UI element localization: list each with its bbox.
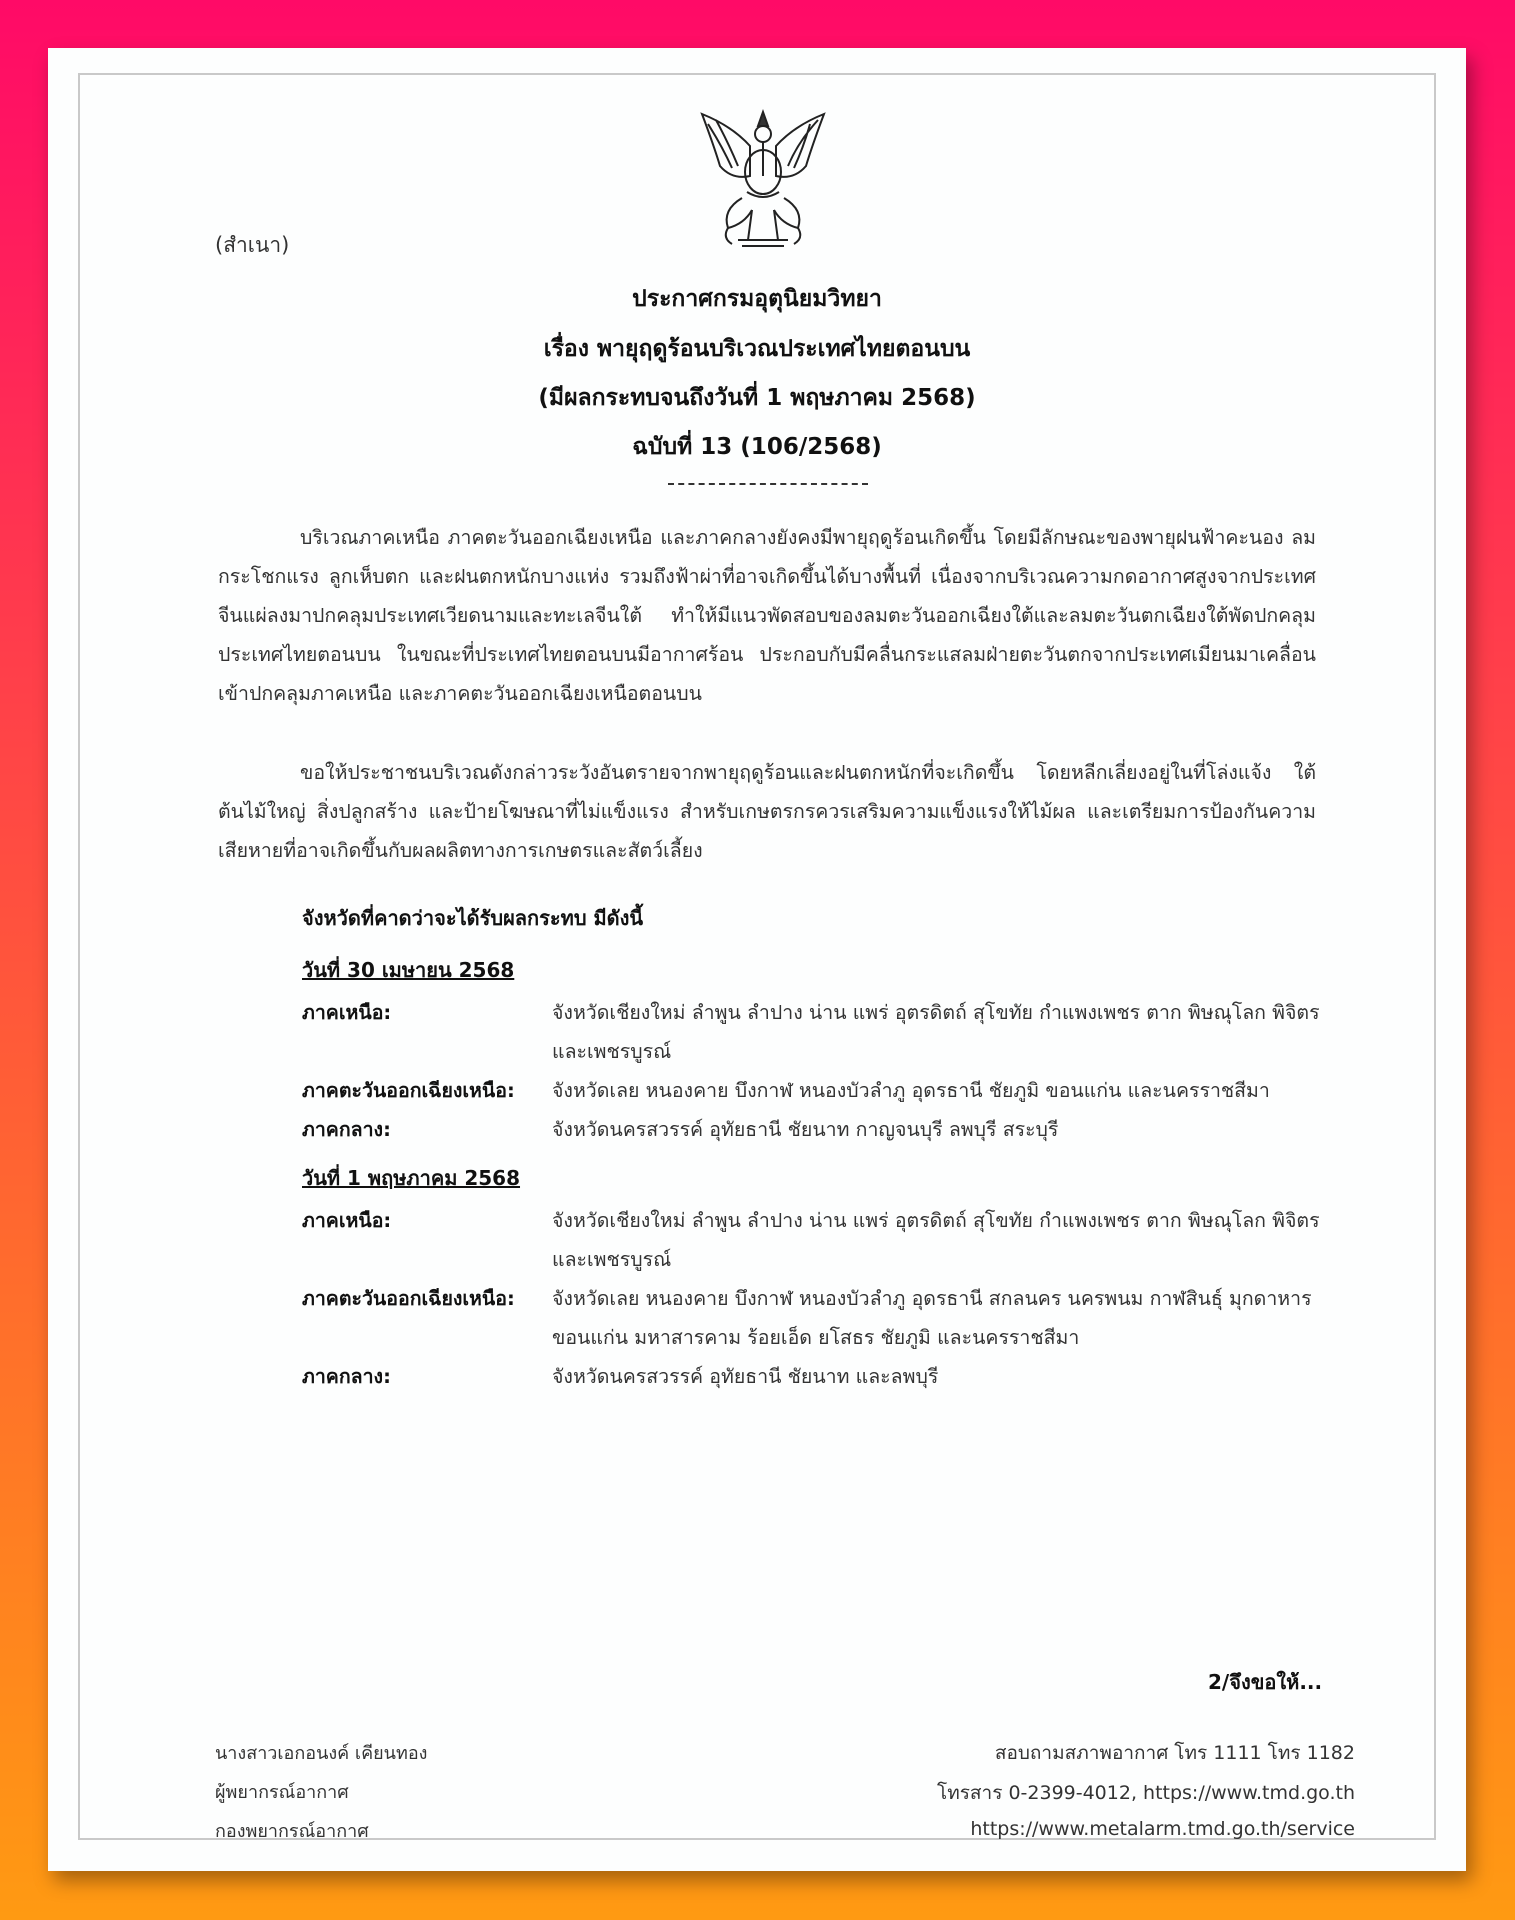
region-label: ภาคกลาง:: [302, 1365, 391, 1388]
forecaster-division: กองพยากรณ์อากาศ: [215, 1821, 369, 1842]
copy-label: (สำเนา): [215, 233, 290, 257]
contact-phone: สอบถามสภาพอากาศ โทร 1111 โทร 1182: [994, 1742, 1355, 1764]
contact-fax-website[interactable]: โทรสาร 0-2399-4012, https://www.tmd.go.th: [937, 1782, 1355, 1804]
paragraph-advice-text: ขอให้ประชาชนบริเวณดังกล่าวระวังอันตรายจากพายุฤดูร้อนและฝนตกหนักที่จะเกิดขึ้น โดยหลีกเลี่ยงอยู่ในที่โล่งแจ้ง ใต้ต้นไม้ใหญ่ สิ่งปลูกสร้าง และป้ายโฆษณาที่ไม่แข็งแรง สำหรับเกษตรกรควรเสริมความแข็งแรงให้ไม้ผล และเตรียมการป้องกันความเสียหายที่อาจเกิดขึ้นกับผลผลิตทางการเกษตรและสัตว์เลี้ยง: [218, 761, 1316, 862]
forecaster-name: นางสาวเอกอนงค์ เคียนทอง: [215, 1743, 428, 1764]
issue-number: ฉบับที่ 13 (106/2568): [632, 434, 882, 460]
forecaster-position: ผู้พยากรณ์อากาศ: [215, 1782, 349, 1803]
continued-on-next-page: 2/จึงขอให้...: [1208, 1670, 1323, 1694]
contact-service-link[interactable]: https://www.metalarm.tmd.go.th/service: [970, 1818, 1355, 1840]
region-provinces: จังหวัดเลย หนองคาย บึงกาฬ หนองบัวลำภู อุดรธานี สกลนคร นครพนม กาฬสินธุ์ มุกดาหาร ขอนแก่น มหาสารคาม ร้อยเอ็ด ยโสธร ชัยภูมิ และนครราชสีมา: [552, 1287, 1312, 1349]
region-label: ภาคกลาง:: [302, 1118, 391, 1141]
region-label: ภาคตะวันออกเฉียงเหนือ:: [302, 1079, 515, 1102]
region-provinces: จังหวัดเชียงใหม่ ลำพูน ลำปาง น่าน แพร่ อุตรดิตถ์ สุโขทัย กำแพงเพชร ตาก พิษณุโลก พิจิตร และเพชรบูรณ์: [552, 1001, 1320, 1063]
region-label: ภาคเหนือ:: [302, 1001, 392, 1024]
region-provinces: จังหวัดเลย หนองคาย บึงกาฬ หนองบัวลำภู อุดรธานี ชัยภูมิ ขอนแก่น และนครราชสีมา: [552, 1079, 1270, 1102]
announcement-subject: เรื่อง พายุฤดูร้อนบริเวณประเทศไทยตอนบน: [543, 336, 971, 362]
region-provinces: จังหวัดเชียงใหม่ ลำพูน ลำปาง น่าน แพร่ อุตรดิตถ์ สุโขทัย กำแพงเพชร ตาก พิษณุโลก พิจิตร และเพชรบูรณ์: [552, 1209, 1320, 1271]
region-provinces: จังหวัดนครสวรรค์ อุทัยธานี ชัยนาท กาญจนบุรี ลพบุรี สระบุรี: [552, 1118, 1059, 1141]
day-2-date: วันที่ 1 พฤษภาคม 2568: [302, 1166, 521, 1190]
region-label: ภาคเหนือ:: [302, 1209, 392, 1232]
dashed-divider: [668, 483, 868, 485]
announcement-title: ประกาศกรมอุตุนิยมวิทยา: [632, 286, 882, 312]
region-label: ภาคตะวันออกเฉียงเหนือ:: [302, 1287, 515, 1310]
paragraph-situation-text: บริเวณภาคเหนือ ภาคตะวันออกเฉียงเหนือ และภาคกลางยังคงมีพายุฤดูร้อนเกิดขึ้น โดยมีลักษณะของพายุฝนฟ้าคะนอง ลมกระโชกแรง ลูกเห็บตก และฝนตกหนักบางแห่ง รวมถึงฟ้าผ่าที่อาจเกิดขึ้นได้บางพื้นที่ เนื่องจากบริเวณความกดอากาศสูงจากประเทศจีนแผ่ลงมาปกคลุมประเทศเวียดนามและทะเลจีนใต้ ทำให้มีแนวพัดสอบของลมตะวันออกเฉียงใต้และลมตะวันตกเฉียงใต้พัดปกคลุมประเทศไทยตอนบน ในขณะที่ประเทศไทยตอนบนมีอากาศร้อน ประกอบกับมีคลื่นกระแสลมฝ่ายตะวันตกจากประเทศเมียนมาเคลื่อนเข้าปกคลุมภาคเหนือ และภาคตะวันออกเฉียงเหนือตอนบน: [218, 526, 1316, 705]
garuda-emblem-icon: [692, 106, 834, 252]
document-page: [48, 48, 1466, 1871]
affected-provinces-heading: จังหวัดที่คาดว่าจะได้รับผลกระทบ มีดังนี้: [302, 906, 644, 930]
day-1-date: วันที่ 30 เมษายน 2568: [302, 958, 515, 982]
effective-date: (มีผลกระทบจนถึงวันที่ 1 พฤษภาคม 2568): [538, 385, 976, 411]
paragraph-situation: [218, 518, 1316, 713]
paragraph-advice: [218, 753, 1316, 870]
region-provinces: จังหวัดนครสวรรค์ อุทัยธานี ชัยนาท และลพบุรี: [552, 1365, 939, 1388]
